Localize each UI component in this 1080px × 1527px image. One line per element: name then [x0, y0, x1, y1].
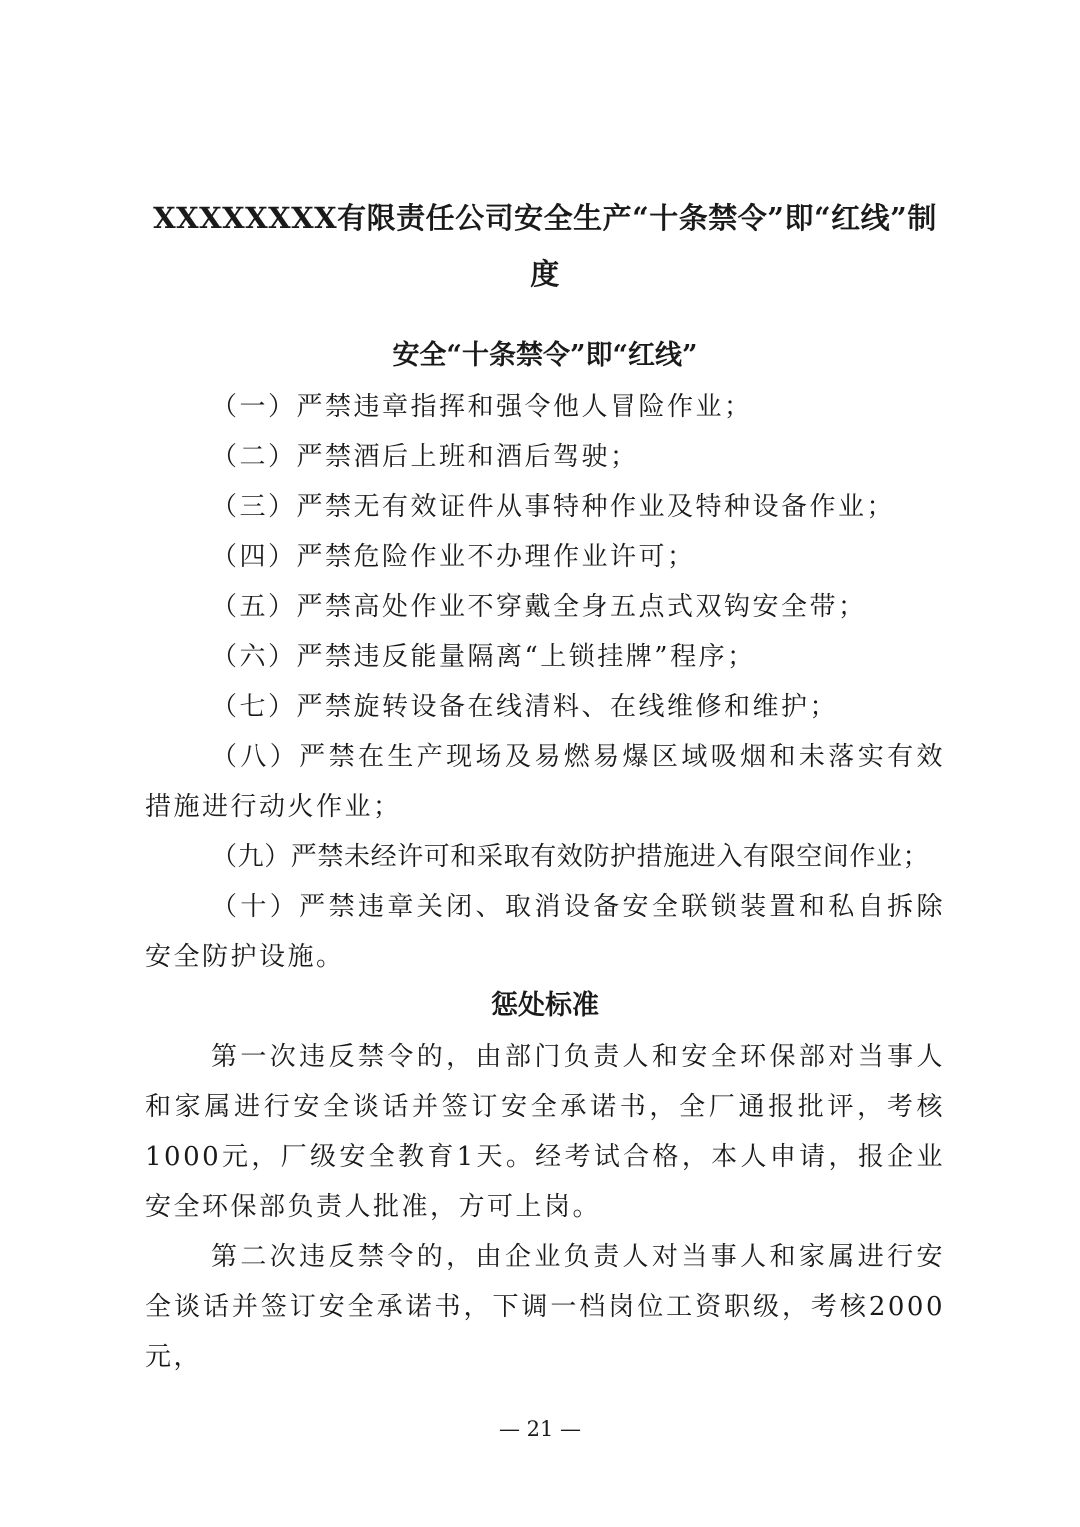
prohibition-item-9: （九）严禁未经许可和采取有效防护措施进入有限空间作业；: [211, 842, 930, 872]
document-title: XXXXXXXX有限责任公司安全生产“十条禁令”即“红线”制度: [153, 201, 937, 291]
prohibition-item-7: （七）严禁旋转设备在线清料、在线维修和维护；: [211, 692, 839, 722]
prohibition-item-3: （三）严禁无有效证件从事特种作业及特种设备作业；: [211, 492, 896, 522]
penalty-heading: 惩处标准: [491, 990, 599, 1021]
prohibition-item-5: （五）严禁高处作业不穿戴全身五点式双钩安全带；: [211, 592, 867, 622]
page-number: — 21 —: [498, 1417, 582, 1441]
penalty-paragraph-2: 第二次违反禁令的，由企业负责人对当事人和家属进行安全谈话并签订安全承诺书，下调一档岗位工资职级，考核2000元，: [145, 1242, 945, 1372]
prohibition-item-10: （十）严禁违章关闭、取消设备安全联锁装置和私自拆除安全防护设施。: [145, 892, 945, 972]
prohibition-item-2: （二）严禁酒后上班和酒后驾驶；: [211, 442, 639, 472]
prohibition-item-1: （一）严禁违章指挥和强令他人冒险作业；: [211, 392, 753, 422]
prohibitions-heading: 安全“十条禁令”即“红线”: [392, 340, 698, 371]
prohibition-item-6: （六）严禁违反能量隔离“上锁挂牌”程序；: [211, 642, 756, 672]
prohibition-item-8: （八）严禁在生产现场及易燃易爆区域吸烟和未落实有效措施进行动火作业；: [145, 742, 945, 822]
prohibition-item-4: （四）严禁危险作业不办理作业许可；: [211, 542, 696, 572]
penalty-paragraph-1: 第一次违反禁令的，由部门负责人和安全环保部对当事人和家属进行安全谈话并签订安全承诺书，全厂通报批评，考核1000元，厂级安全教育1天。经考试合格，本人申请，报企业安全环保部负责人批准，方可上岗。: [145, 1042, 945, 1222]
